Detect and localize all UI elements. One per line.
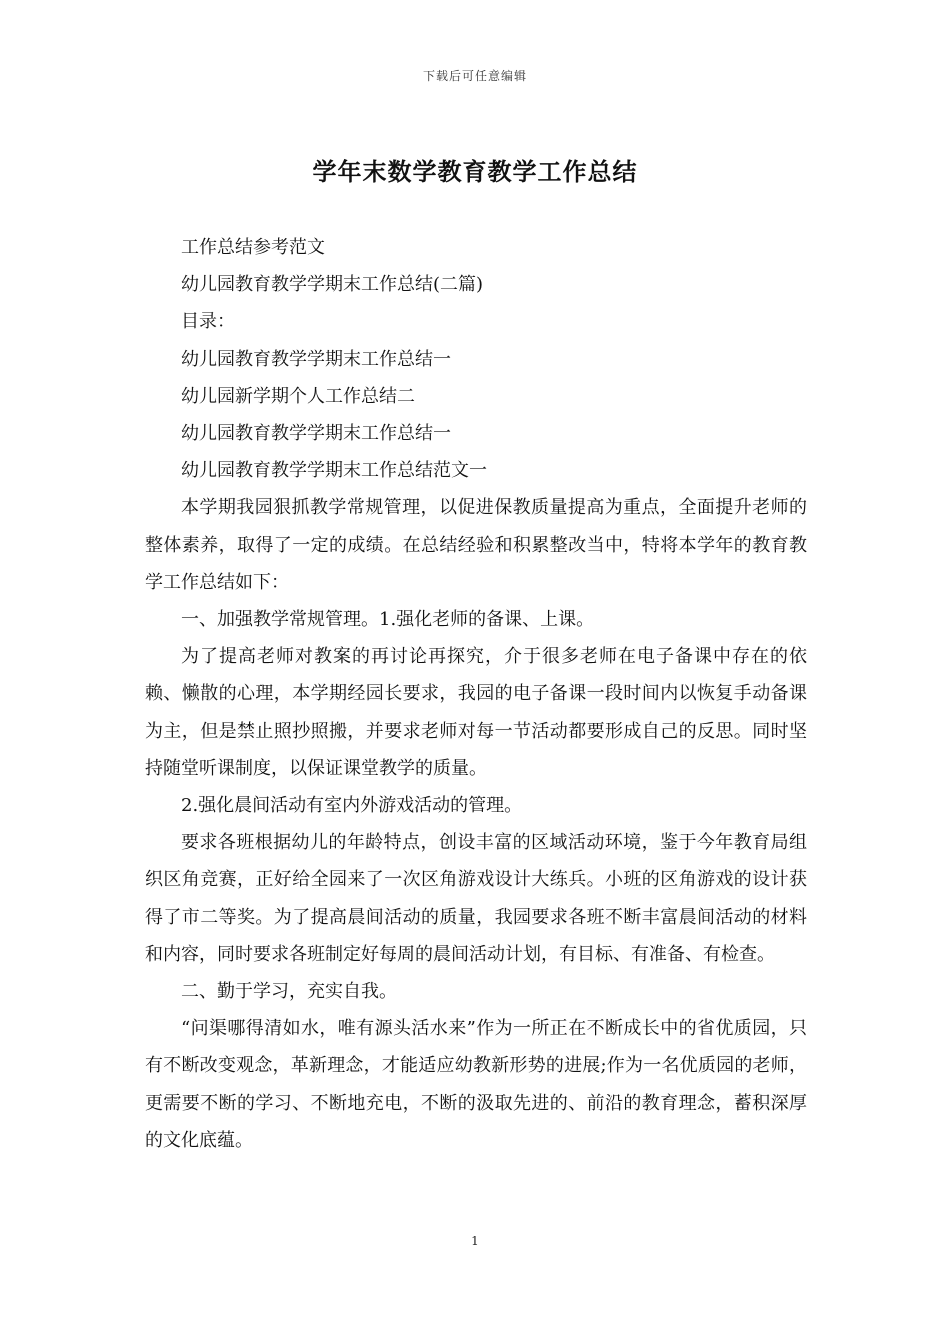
paragraph: 本学期我园狠抓教学常规管理，以促进保教质量提高为重点，全面提升老师的整体素养，取得了一定的成绩。在总结经验和积累整改当中，特将本学年的教育教学工作总结如下：: [145, 497, 807, 593]
section-subheading: 幼儿园教育教学学期末工作总结范文一: [181, 460, 487, 482]
paragraph: 为了提高老师对教案的再讨论再探究，介于很多老师在电子备课中存在的依赖、懒散的心理，本学期经园长要求，我园的电子备课一段时间内以恢复手动备课为主，但是禁止照抄照搬，并要求老师对每一节活动都要形成自己的反思。同时坚持随堂听课制度，以保证课堂教学的质量。: [145, 646, 807, 779]
header-note: 下载后可任意编辑: [422, 69, 527, 83]
paragraph: 目录：: [181, 311, 235, 333]
paragraph: 工作总结参考范文: [181, 237, 325, 258]
paragraph: 幼儿园教育教学学期末工作总结(二篇): [181, 274, 484, 296]
paragraph: 要求各班根据幼儿的年龄特点，创设丰富的区域活动环境，鉴于今年教育局组织区角竞赛，正好给全园来了一次区角游戏设计大练兵。小班的区角游戏的设计获得了市二等奖。为了提高晨间活动的质量，我园要求各班不断丰富晨间活动的材料和内容，同时要求各班制定好每周的晨间活动计划，有目标、有准备、有检查。: [145, 832, 807, 965]
toc-item: 幼儿园教育教学学期末工作总结一: [181, 348, 451, 370]
section-heading: 2.强化晨间活动有室内外游戏活动的管理。: [181, 795, 523, 817]
paragraph: “问渠哪得清如水，唯有源头活水来”作为一所正在不断成长中的省优质园，只有不断改变观念，革新理念，才能适应幼教新形势的进展;作为一名优质园的老师，更需要不断的学习、不断地充电，不断的汲取先进的、前沿的教育理念，蓄积深厚的文化底蕴。: [145, 1018, 807, 1151]
toc-item: 幼儿园新学期个人工作总结二: [181, 385, 415, 407]
section-heading: 幼儿园教育教学学期末工作总结一: [181, 423, 451, 445]
page-number: 1: [471, 1234, 479, 1248]
document-body: [145, 229, 807, 1159]
section-heading: 二、勤于学习，充实自我。: [181, 981, 397, 1003]
section-heading: 一、加强教学常规管理。1.强化老师的备课、上课。: [181, 609, 595, 631]
document-title: 学年末数学教育教学工作总结: [312, 158, 638, 186]
